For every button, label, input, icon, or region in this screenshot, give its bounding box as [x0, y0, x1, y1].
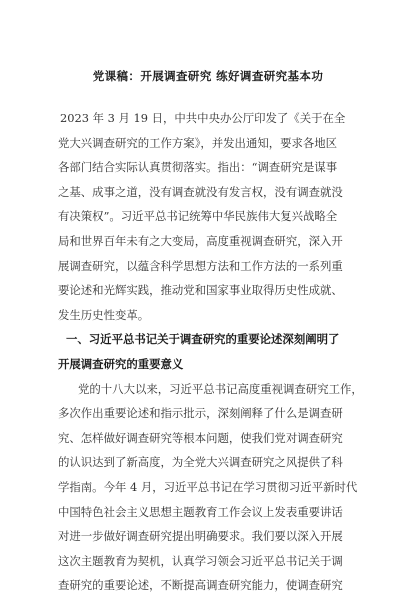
paragraph-line: 中国特色社会主义思想主题教育工作会议上发表重要讲话 — [58, 504, 343, 519]
paragraph-line: 学指南。今年 4 月，习近平总书记在学习贯彻习近平新时代 — [58, 479, 358, 494]
paragraph-line: 党的十八大以来，习近平总书记高度重视调查研究工作， — [78, 381, 363, 396]
heading-line: 一、习近平总书记关于调查研究的重要论述深刻阐明了 — [66, 332, 340, 347]
paragraph-line: 展调查研究，以蕴含科学思想方法和工作方法的一系列重 — [58, 258, 343, 273]
paragraph-line: 的认识达到了新高度，为全党大兴调查研究之风提供了科 — [58, 455, 343, 470]
paragraph-line: 发生历史性变革。 — [58, 307, 150, 322]
paragraph-line: 多次作出重要论述和指示批示，深刻阐释了什么是调查研 — [58, 406, 343, 421]
paragraph-line: 之基、成事之道，没有调查就没有发言权，没有调查就没 — [58, 184, 343, 199]
paragraph-line: 要论述和光辉实践，推动党和国家事业取得历史性成就、 — [58, 283, 343, 298]
section-heading-1 — [58, 327, 358, 376]
paragraph-line: 这次主题教育为契机，认真学习领会习近平总书记关于调 — [58, 553, 343, 568]
body-paragraph-1 — [58, 106, 358, 327]
body-paragraph-2 — [58, 377, 363, 598]
paragraph-line: 各部门结合实际认真贯彻落实。指出：“调查研究是谋事 — [58, 160, 338, 175]
paragraph-line: 查研究的重要论述，不断提高调查研究能力，使调查研究 — [58, 578, 343, 593]
paragraph-line: 有决策权”。习近平总书记统筹中华民族伟大复兴战略全 — [58, 209, 338, 224]
paragraph-line: 究、怎样做好调查研究等根本问题，使我们党对调查研究 — [58, 430, 343, 445]
paragraph-line: 局和世界百年未有之大变局，高度重视调查研究，深入开 — [58, 233, 343, 248]
paragraph-line: 党大兴调查研究的工作方案》，并发出通知，要求各地区 — [58, 135, 338, 150]
paragraph-line: 2023 年 3 月 19 日，中共中央办公厅印发了《关于在全 — [60, 111, 346, 125]
paragraph-line: 对进一步做好调查研究提出明确要求。我们要以深入开展 — [58, 529, 343, 544]
heading-line: 开展调查研究的重要意义 — [58, 356, 184, 371]
document-title: 党课稿：开展调查研究 练好调查研究基本功 — [92, 69, 324, 83]
